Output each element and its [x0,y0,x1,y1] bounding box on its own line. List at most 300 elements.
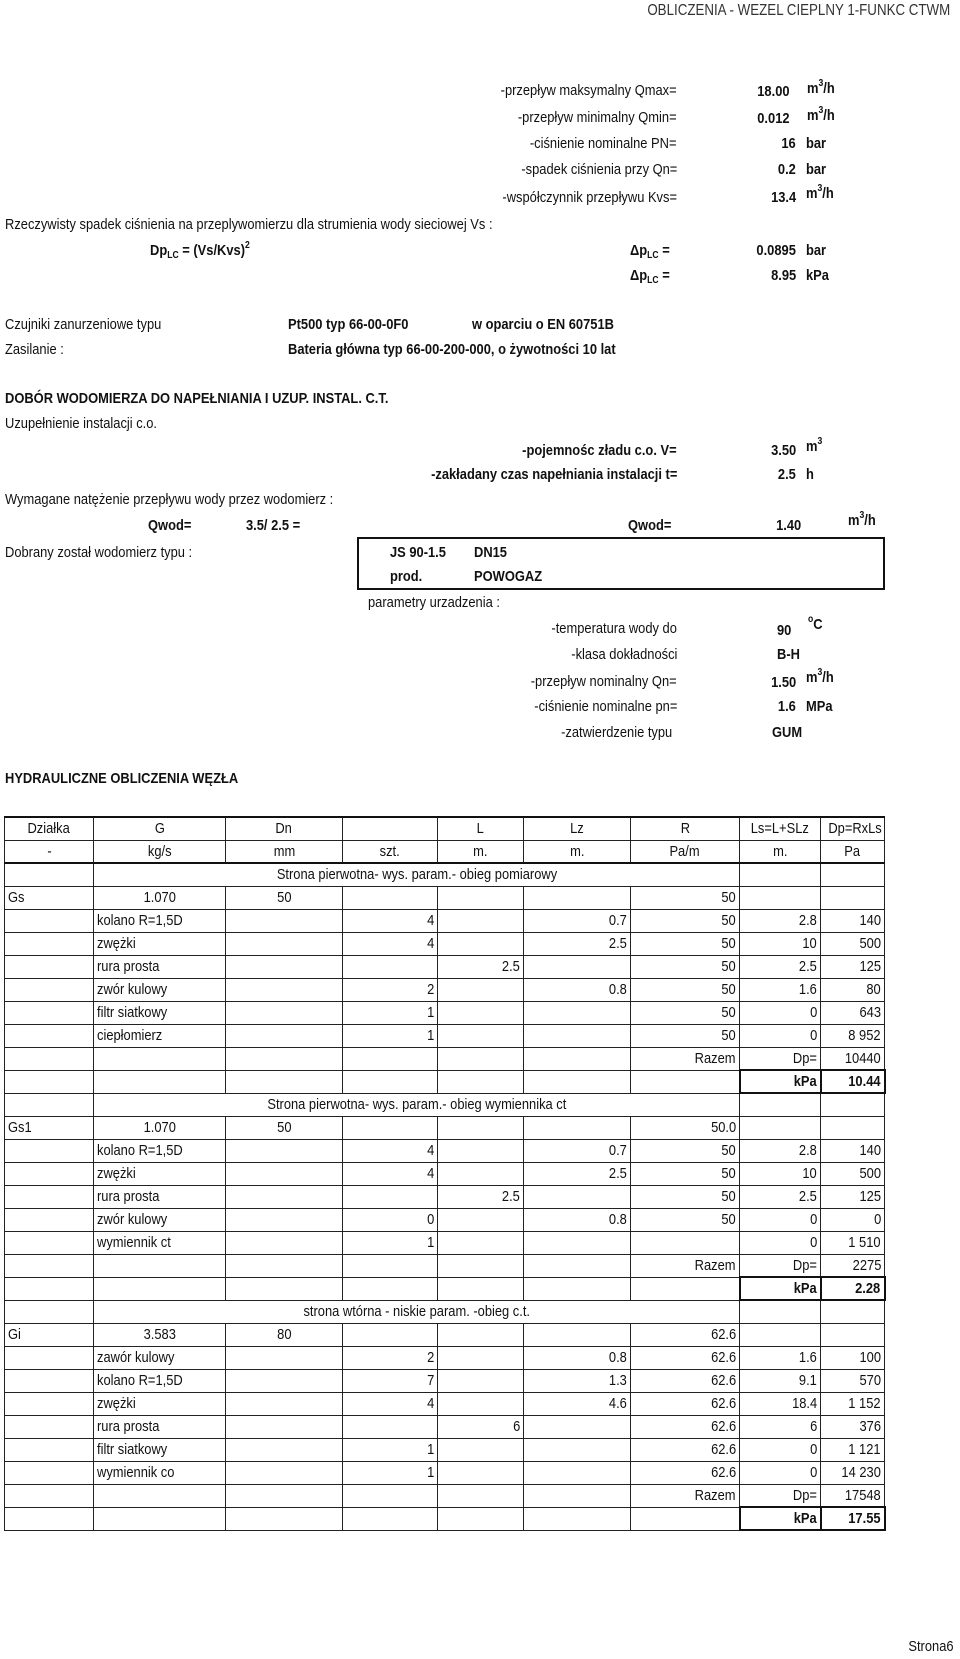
table-cell [438,1116,524,1139]
column-unit [94,840,226,863]
qmax-label: -przepływ maksymalny Qmax= [501,82,677,99]
cell-text: 0.8 [609,981,627,998]
element-lz [524,909,631,932]
cell-text: kolano R=1,5D [97,912,183,929]
param-qn-value: 1.50 [770,674,796,691]
cell-text: Gi [8,1326,21,1343]
cell-text: 4 [426,1395,434,1412]
element-dp [821,1438,885,1461]
chosen-meter-label: Dobrany został wodomierz typu : [5,544,193,561]
volume-unit: $m^3$ [806,436,823,455]
kpa-row [5,1277,885,1300]
element-lz [524,1185,631,1208]
element-name [94,1415,226,1438]
table-cell [226,1254,343,1277]
element-name [94,1162,226,1185]
cell-text: zwężki [97,935,136,952]
cell-text: 50 [721,889,736,906]
cell-text: 0.8 [609,1349,627,1366]
element-count [343,1346,438,1369]
table-cell [226,1369,343,1392]
param-temperature-value: 90 [777,622,792,639]
cell-text: filtr siatkowy [97,1441,168,1458]
cell-text: 6 [809,1418,817,1435]
qmin-unit: $m^3/h$ [807,105,835,124]
cell-text: 0 [426,1211,434,1228]
table-row [5,1162,885,1185]
kpa-row [5,1507,885,1530]
cell-text: wymiennik ct [97,1234,171,1251]
table-cell [524,1507,631,1530]
table-cell [343,1323,438,1346]
cell-text: R [680,820,690,838]
cell-text: rura prosta [97,958,160,975]
main-dn [226,1116,343,1139]
cell-text: 1.070 [143,1119,176,1136]
cell-text: 10 [802,935,817,952]
table-cell [94,1254,226,1277]
cell-text: zwór kulowy [97,981,168,998]
cell-text: 2.28 [855,1280,881,1297]
cell-text: 10.44 [848,1073,881,1090]
cell-text: 50 [721,1004,736,1021]
spadek-label: -spadek ciśnienia przy Qn= [521,161,677,178]
cell-text: m. [772,842,788,860]
table-cell [226,955,343,978]
cell-text: 17548 [845,1486,881,1504]
table-cell [94,1507,226,1530]
param-pn-value: 1.6 [778,698,796,715]
column-header [226,817,343,840]
spadek-value: 0.2 [778,161,796,178]
cell-text: 2 [426,1349,434,1366]
param-qn-unit: $m^3/h$ [806,667,834,686]
cell-text: - [46,842,52,860]
element-dp [821,1208,885,1231]
element-ls [740,1208,821,1231]
cell-text: Dp= [792,1256,817,1274]
cell-text: 100 [859,1349,881,1366]
table-cell [94,1047,226,1070]
param-temperature-label: -temperatura wody do [551,620,677,637]
table-cell [5,1231,94,1254]
cell-text: 1 121 [848,1441,881,1458]
cell-text: 2.5 [502,958,520,975]
delta-p-kpa-label: $\Delta p_{LC}$ = [630,267,670,286]
section-title-row [5,1300,885,1323]
cell-text: 0.8 [609,1211,627,1228]
kpa-value [821,1277,885,1300]
kpa-row [5,1070,885,1093]
section-title-row [5,1093,885,1116]
table-cell [5,1208,94,1231]
table-cell [438,1047,524,1070]
element-lz [524,1162,631,1185]
cell-text: 62.6 [710,1395,736,1412]
cell-text: kolano R=1,5D [97,1372,183,1389]
pn-unit: bar [806,135,827,152]
table-cell [740,1116,821,1139]
element-count [343,1139,438,1162]
element-lz [524,1346,631,1369]
element-count [343,909,438,932]
table-units-row [5,840,885,863]
element-l [438,1139,524,1162]
element-l [438,909,524,932]
table-cell [5,1461,94,1484]
cell-text: 0 [873,1211,881,1228]
cell-text: ciepłomierz [97,1027,163,1044]
table-cell [226,978,343,1001]
element-dp [821,1024,885,1047]
main-r [631,1116,740,1139]
table-cell [343,1254,438,1277]
kpa-value [821,1507,885,1530]
cell-text: 80 [866,981,881,998]
element-dp [821,1369,885,1392]
cell-text: zawór kulowy [97,1349,175,1366]
cell-text: 1.070 [143,889,176,906]
table-cell [226,1162,343,1185]
cell-text: 50 [276,889,292,906]
cell-text: 50 [721,1188,736,1205]
table-cell [631,1277,740,1300]
cell-text: 1 152 [848,1395,881,1412]
table-row [5,1024,885,1047]
element-count [343,1185,438,1208]
column-unit [821,840,885,863]
table-cell [226,1415,343,1438]
table-cell [226,1047,343,1070]
cell-text: 62.6 [710,1326,736,1343]
table-row [5,1461,885,1484]
column-header [5,817,94,840]
table-cell [740,1300,821,1323]
cell-text: 2.5 [609,1165,627,1182]
element-count [343,1461,438,1484]
element-lz [524,1231,631,1254]
table-cell [5,1047,94,1070]
column-header [631,817,740,840]
kpa-label [740,1507,821,1530]
param-pn-unit: MPa [806,698,833,715]
cell-text: Ls=L+SLz [750,820,810,838]
table-cell [5,1070,94,1093]
cell-text: zwór kulowy [97,1211,168,1228]
table-row [5,1231,885,1254]
cell-text: 62.6 [710,1418,736,1435]
element-l [438,1208,524,1231]
element-dp [821,1346,885,1369]
param-approval-value: GUM [772,724,803,741]
table-header-row [5,817,885,840]
main-g [94,886,226,909]
cell-text: Razem [695,1050,736,1067]
element-name [94,1461,226,1484]
table-cell [524,1323,631,1346]
table-cell [5,1277,94,1300]
table-cell [821,886,885,909]
element-r [631,1392,740,1415]
element-ls [740,1231,821,1254]
cell-text: rura prosta [97,1418,160,1435]
element-dp [821,932,885,955]
column-header [343,817,438,840]
table-cell [5,1254,94,1277]
element-count [343,1024,438,1047]
column-unit [740,840,821,863]
section-title [94,1093,740,1116]
cell-text: 4.6 [609,1395,627,1412]
cell-text: 0.7 [609,1142,627,1159]
cell-text: 140 [859,1142,881,1159]
dp-label [740,1484,821,1507]
cell-text: 0 [809,1027,817,1044]
element-count [343,1392,438,1415]
cell-text: 1.6 [799,1349,817,1366]
element-r [631,1346,740,1369]
table-cell [821,1300,885,1323]
cell-text: 570 [859,1372,881,1389]
main-dn [226,1323,343,1346]
element-lz [524,1001,631,1024]
cell-text: 2275 [852,1256,881,1274]
sensors-standard: w oparciu o EN 60751B [472,316,614,333]
cell-text: 376 [859,1418,881,1435]
cell-text: 500 [859,935,881,952]
cell-text: 50 [721,1142,736,1159]
element-r [631,955,740,978]
cell-text: 14 230 [841,1464,881,1481]
element-count [343,1162,438,1185]
table-row [5,1415,885,1438]
table-cell [226,1461,343,1484]
element-l [438,1185,524,1208]
table-cell [5,1438,94,1461]
cell-text: 8 952 [848,1027,881,1044]
cell-text: 50 [721,935,736,952]
qmin-label: -przepływ minimalny Qmin= [518,109,677,126]
cell-text: 125 [859,958,881,975]
column-unit [5,840,94,863]
params-label: parametry urzadzenia : [368,594,500,611]
element-r [631,1024,740,1047]
table-cell [226,1507,343,1530]
table-cell [5,955,94,978]
qwod-label: Qwod= [148,517,192,534]
hydraulic-table [4,816,886,1531]
element-l [438,1024,524,1047]
cell-text: 9.1 [799,1372,817,1389]
element-l [438,1392,524,1415]
element-name [94,1185,226,1208]
kvs-label: -współczynnik przepływu Kvs= [502,189,677,206]
main-dn [226,886,343,909]
cell-text: 1 [426,1027,434,1044]
cell-text: 6 [512,1418,520,1435]
dp-value [821,1484,885,1507]
flow-required-label: Wymagane natężenie przepływu wody przez wodomierz : [5,491,334,508]
param-pn-label: -ciśnienie nominalne pn= [533,698,677,715]
element-l [438,1369,524,1392]
qmin-value: 0.012 [757,110,790,127]
dp-value [821,1254,885,1277]
kpa-value [821,1070,885,1093]
main-name [5,1116,94,1139]
razem-label [631,1047,740,1070]
table-cell [5,1185,94,1208]
element-r [631,1438,740,1461]
dp-label [740,1254,821,1277]
kvs-value: 13.4 [770,189,796,206]
cell-text: L [476,820,485,838]
section-title [94,863,740,886]
pn-value: 16 [781,135,796,152]
element-r [631,1461,740,1484]
element-lz [524,1208,631,1231]
element-r [631,1369,740,1392]
element-ls [740,1415,821,1438]
element-ls [740,1438,821,1461]
table-cell [5,1346,94,1369]
cell-text: filtr siatkowy [97,1004,168,1021]
delta-p-kpa-value: 8.95 [770,267,796,284]
element-lz [524,1438,631,1461]
element-l [438,1415,524,1438]
cell-text: Działka [27,820,71,838]
element-dp [821,1415,885,1438]
element-ls [740,932,821,955]
element-name [94,955,226,978]
element-ls [740,1461,821,1484]
main-name [5,886,94,909]
table-cell [5,1507,94,1530]
element-count [343,955,438,978]
cell-text: 4 [426,1165,434,1182]
table-cell [226,932,343,955]
table-row [5,909,885,932]
table-cell [821,1093,885,1116]
qwod-calc: 3.5/ 2.5 = [246,517,301,534]
element-dp [821,978,885,1001]
meter-dn: DN15 [474,544,507,561]
cell-text: 62.6 [710,1464,736,1481]
dp-label [740,1047,821,1070]
table-row [5,1438,885,1461]
table-cell [740,1323,821,1346]
element-name [94,1001,226,1024]
table-cell [5,1001,94,1024]
kpa-label [740,1070,821,1093]
table-cell [524,1277,631,1300]
column-unit [438,840,524,863]
cell-text: Dn [275,820,293,838]
table-cell [343,1277,438,1300]
table-cell [5,1392,94,1415]
column-unit [631,840,740,863]
table-row [5,1369,885,1392]
table-row [5,932,885,955]
element-r [631,909,740,932]
element-name [94,1208,226,1231]
element-l [438,932,524,955]
cell-text: Gs1 [8,1119,32,1136]
cell-text: 4 [426,912,434,929]
element-name [94,1369,226,1392]
cell-text: Razem [695,1257,736,1274]
cell-text: 0 [809,1211,817,1228]
prod-label: prod. [390,568,423,585]
element-ls [740,1185,821,1208]
table-cell [5,1024,94,1047]
element-dp [821,1139,885,1162]
element-lz [524,955,631,978]
kvs-unit: $m^3/h$ [806,183,834,202]
table-cell [5,1484,94,1507]
cell-text: strona wtórna - niskie param. -obieg c.t. [303,1303,530,1320]
table-cell [524,1484,631,1507]
element-count [343,1438,438,1461]
section-title-row [5,863,885,886]
element-name [94,932,226,955]
table-cell [524,1254,631,1277]
param-class-label: -klasa dokładności [570,646,677,663]
page-header-title: OBLICZENIA - WEZEL CIEPLNY 1-FUNKC CTWM [647,2,950,19]
element-count [343,1001,438,1024]
meter-model: JS 90-1.5 [390,544,446,561]
cell-text: m. [569,842,585,860]
element-l [438,1231,524,1254]
cell-text: Razem [695,1487,736,1504]
param-temperature-unit: $^o$C [808,614,823,633]
element-ls [740,978,821,1001]
cell-text: 4 [426,1142,434,1159]
element-l [438,955,524,978]
element-lz [524,978,631,1001]
element-dp [821,955,885,978]
table-row [5,1346,885,1369]
cell-text: 2 [426,981,434,998]
table-cell [5,1162,94,1185]
table-cell [343,1484,438,1507]
element-dp [821,1392,885,1415]
element-name [94,1231,226,1254]
table-cell [5,863,94,886]
kpa-label [740,1277,821,1300]
element-r [631,1231,740,1254]
table-row [5,1208,885,1231]
cell-text: 1 510 [848,1234,881,1251]
element-l [438,978,524,1001]
table-cell [5,932,94,955]
cell-text: Pa/m [669,842,701,860]
table-cell [226,1438,343,1461]
cell-text: 2.5 [502,1188,520,1205]
cell-text: 62.6 [710,1349,736,1366]
table-cell [5,978,94,1001]
qmax-unit: $m^3/h$ [807,78,835,97]
supply-value: Bateria główna typ 66-00-200-000, o żywotności 10 lat [288,341,616,358]
element-name [94,1438,226,1461]
sheet-label: Strona6 [908,1638,954,1655]
table-cell [631,1507,740,1530]
column-unit [226,840,343,863]
element-name [94,1392,226,1415]
qwod-value: 1.40 [775,517,801,534]
qwod-label-2: Qwod= [628,517,672,534]
main-r [631,1323,740,1346]
cell-text: zwężki [97,1165,136,1182]
